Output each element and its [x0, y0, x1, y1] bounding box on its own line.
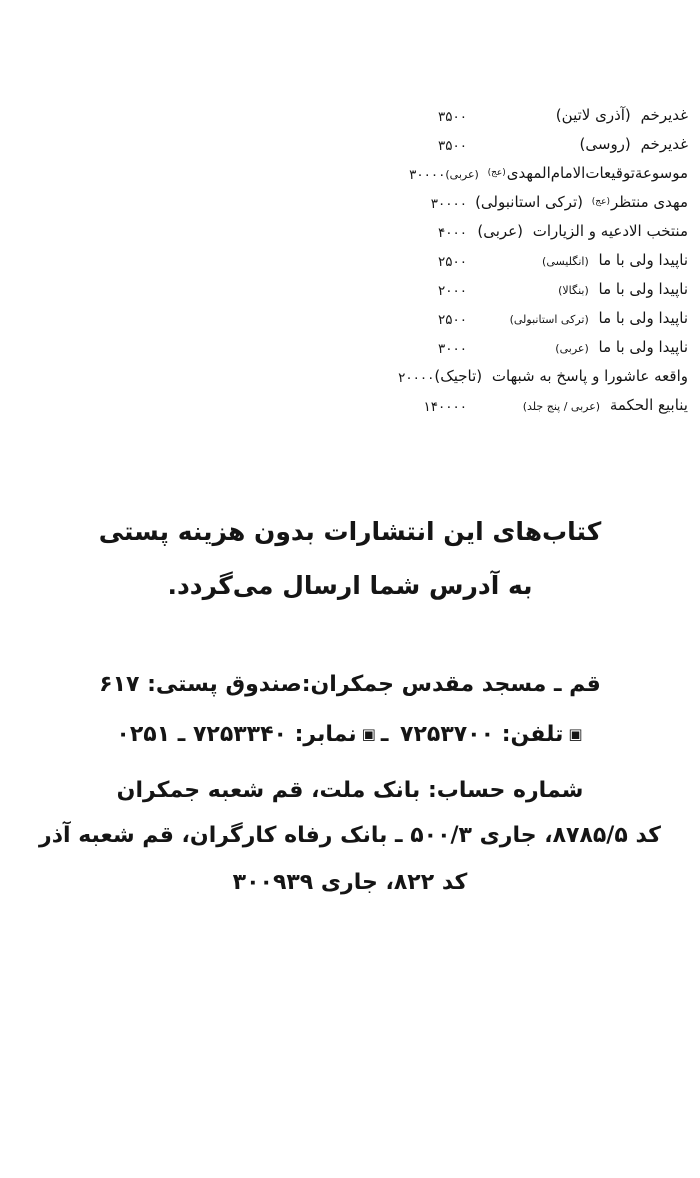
book-language-note: (آذری لاتین)	[555, 105, 631, 124]
book-price: ۳۵۰۰	[437, 108, 467, 125]
book-language-note: (ترکی استانبولی)	[509, 312, 589, 326]
book-price: ۲۰۰۰	[437, 282, 467, 299]
book-price: ۳۵۰۰	[437, 137, 467, 154]
book-price: ۳۰۰۰	[437, 340, 467, 357]
postal-address: قم ـ مسجد مقدس جمکران:صندوق پستی: ۶۱۷	[99, 672, 601, 697]
book-price: ۲۰۰۰۰	[398, 369, 435, 386]
book-title: ناپیدا ولی با ما	[598, 279, 688, 298]
book-language-note: (عربی)	[477, 221, 523, 240]
price-list-row	[332, 160, 688, 189]
book-title-cell	[467, 304, 688, 336]
book-title-cell	[467, 101, 688, 133]
book-language-note: (روسی)	[579, 134, 631, 153]
book-title-cell	[467, 391, 688, 423]
book-language-note: (عربی / پنج جلد)	[522, 399, 601, 413]
book-language-note: (انگلیسی)	[542, 254, 589, 268]
phone-number: تلفن: ۷۲۵۳۷۰۰	[400, 722, 564, 747]
book-language-note: (بنگالا)	[558, 283, 589, 297]
book-title: مهدی منتظر	[611, 192, 688, 211]
shipping-notice	[0, 512, 700, 606]
price-list	[332, 102, 688, 421]
bank-account-line-1: شماره حساب: بانک ملت، قم شعبه جمکران	[116, 778, 584, 803]
book-title-cell	[434, 362, 688, 394]
book-language-note: (تاجیک)	[434, 366, 483, 385]
book-title-cell	[467, 275, 688, 307]
price-list-row	[332, 189, 688, 218]
book-price: ۴۰۰۰	[437, 224, 467, 241]
book-language-note: (ترکی استانبولی)	[475, 192, 584, 211]
book-title-cell	[467, 217, 688, 249]
book-title-cell	[467, 188, 688, 220]
price-list-row	[332, 276, 688, 305]
book-title: ناپیدا ولی با ما	[598, 250, 688, 269]
book-language-note: (عربی)	[445, 167, 479, 181]
book-price: ۳۰۰۰۰	[409, 166, 446, 183]
book-title-cell	[467, 246, 688, 278]
shipping-notice-line-2: به آدرس شما ارسال می‌گردد.	[167, 571, 533, 600]
book-title: موسوعةتوقیعات‌الامام‌المهدی	[506, 163, 688, 182]
book-title: غدیرخم	[640, 134, 688, 153]
honorific-mark: (عج)	[591, 196, 610, 207]
price-list-row	[332, 247, 688, 276]
price-list-row	[332, 363, 688, 392]
phone-fax-line	[0, 718, 700, 753]
book-title: ینابیع الحکمة	[609, 395, 688, 414]
bank-account-line-2: کد ۸۷۸۵/۵، جاری ۵۰۰/۳ ـ بانک رفاه کارگران، قم شعبه آذر	[39, 823, 661, 848]
book-title: ناپیدا ولی با ما	[598, 337, 688, 356]
shipping-notice-line-1: کتاب‌های این انتشارات بدون هزینه پستی	[98, 517, 602, 546]
book-title-cell	[445, 159, 688, 191]
book-price: ۲۵۰۰	[437, 311, 467, 328]
book-price: ۲۵۰۰	[437, 253, 467, 270]
book-title: منتخب الادعیه و الزیارات	[532, 221, 688, 240]
bank-account-line-3: کد ۸۲۲، جاری ۳۰۰۹۳۹	[232, 870, 468, 895]
fax-icon: ▣	[361, 725, 376, 743]
book-price: ۱۴۰۰۰۰	[423, 398, 467, 415]
book-title: غدیرخم	[640, 105, 688, 124]
price-list-row	[332, 392, 688, 421]
contact-info	[0, 668, 700, 900]
book-title: واقعه عاشورا و پاسخ به شبهات	[491, 366, 688, 385]
book-title: ناپیدا ولی با ما	[598, 308, 688, 327]
separator-dash: ـ	[380, 722, 389, 747]
fax-number: نمابر: ۷۲۵۳۳۴۰ ـ ۰۲۵۱	[116, 722, 357, 747]
price-list-row	[332, 102, 688, 131]
price-list-row	[332, 334, 688, 363]
price-list-row	[332, 131, 688, 160]
book-title-cell	[467, 333, 688, 365]
price-list-row	[332, 218, 688, 247]
price-list-row	[332, 305, 688, 334]
book-language-note: (عربی)	[555, 341, 589, 355]
phone-icon: ▣	[568, 725, 583, 743]
book-title-cell	[467, 130, 688, 162]
book-price: ۳۰۰۰۰	[430, 195, 467, 212]
honorific-mark: (عج)	[487, 167, 506, 178]
